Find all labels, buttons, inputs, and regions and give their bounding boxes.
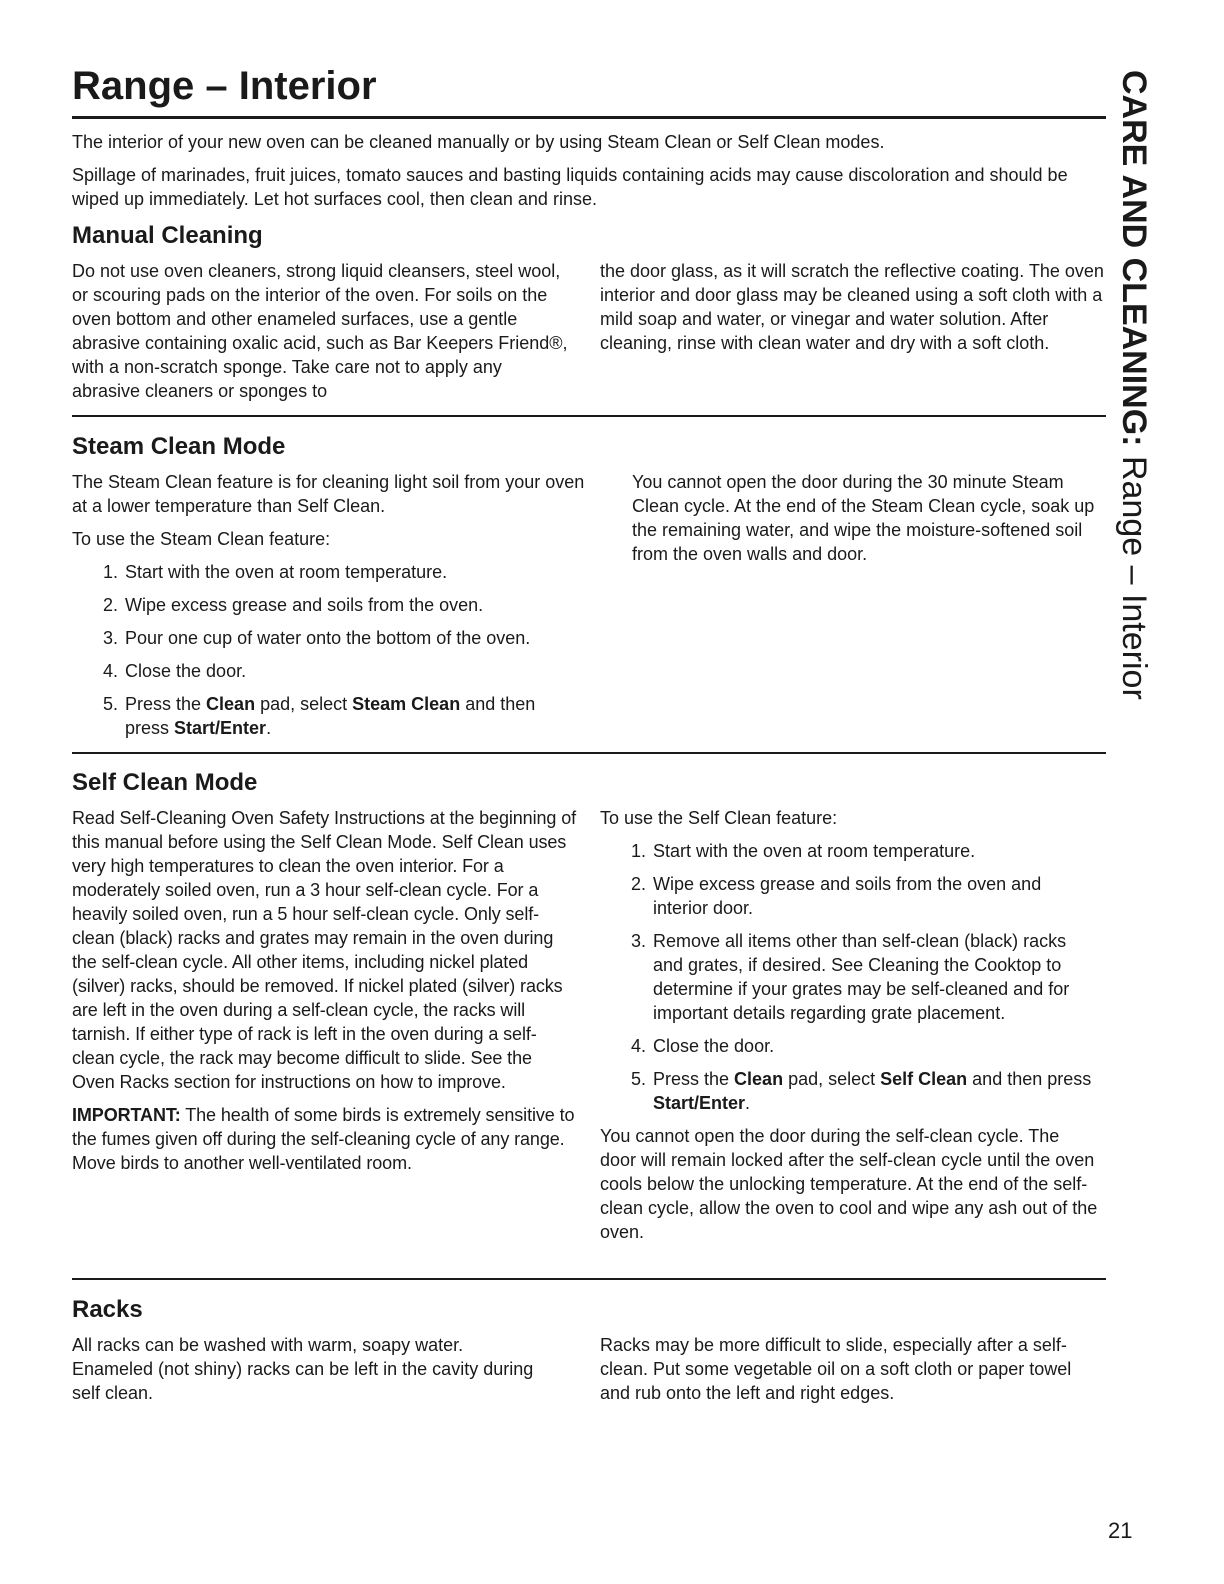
step-bold-text: Clean (734, 1069, 784, 1089)
list-item (72, 560, 592, 584)
step-number: 2. (631, 874, 647, 894)
racks-left-text: All racks can be washed with warm, soapy water. Enameled (not shiny) racks can be left in the cavity during self clean. (72, 1335, 534, 1403)
important-text: The health of some birds is extremely sensitive to the fumes given off during the self-cleaning cycle of any range. Move birds to another well-ventilated room. (72, 1105, 575, 1173)
self-clean-heading: Self Clean Mode (72, 769, 258, 796)
self-clean-left (72, 806, 578, 1184)
page-title: Range – Interior (72, 64, 377, 108)
list-item (72, 659, 592, 683)
side-tab-bold: CARE AND CLEANING: (1115, 70, 1153, 447)
step-number: 4. (631, 1036, 647, 1056)
steam-clean-left (72, 470, 592, 749)
step-number: 3. (103, 628, 119, 648)
step-number: 5. (631, 1069, 647, 1089)
racks-heading: Racks (72, 1296, 143, 1323)
list-item (600, 1034, 1100, 1058)
self-clean-left-text: Read Self-Cleaning Oven Safety Instructions at the beginning of this manual before using the Self Clean Mode. Self Clean uses very high temperatures to clean the oven interior. For a moderately soiled oven, run a 3 hour self-clean cycle. For a heavily soiled oven, run a 5 hour self-clean cycle. Only self-clean (black) racks and grates may remain in the oven during the self-clean cycle. All other items, including nickel plated (silver) racks, should be removed. If nickel plated (silver) racks are left in the oven during a self-clean cycle, the racks will tarnish. If either type of rack is left in the oven during a self-clean cycle, the rack may become difficult to slide. See the Oven Racks section for instructions on how to improve. (72, 808, 577, 1092)
list-item (600, 872, 1100, 920)
step-text: Close the door. (125, 661, 247, 681)
step-text: . (745, 1093, 751, 1113)
intro (72, 130, 1106, 220)
side-tab (1112, 70, 1156, 814)
intro-paragraph-1: The interior of your new oven can be cleaned manually or by using Steam Clean or Self Clean modes. (72, 132, 885, 152)
intro-paragraph-2: Spillage of marinades, fruit juices, tomato sauces and basting liquids containing acids may cause discoloration and should be wiped up immediately. Let hot surfaces cool, then clean and rinse. (72, 165, 1068, 209)
step-text: and then press (125, 694, 536, 738)
step-number: 1. (103, 562, 119, 582)
step-bold-text: Self Clean (880, 1069, 968, 1089)
step-number: 4. (103, 661, 119, 681)
racks-left (72, 1333, 542, 1414)
step-text: pad, select (255, 694, 353, 714)
self-clean-use-label: To use the Self Clean feature: (600, 808, 838, 828)
manual-cleaning-left-text: Do not use oven cleaners, strong liquid cleansers, steel wool, or scouring pads on the interior of the oven. For soils on the oven bottom and other enameled surfaces, use a gentle abrasive containing oxalic acid, such as Bar Keepers Friend®, with a non-scratch sponge. Take care not to apply any abrasive cleaners or sponges to (72, 261, 568, 401)
step-bold-text: Start/Enter (653, 1093, 746, 1113)
step-bold-text: Start/Enter (174, 718, 267, 738)
step-text: Start with the oven at room temperature. (125, 562, 448, 582)
section-divider (72, 415, 1106, 417)
self-clean-closing-text: You cannot open the door during the self-clean cycle. The door will remain locked after the self-clean cycle until the oven cools below the unlocking temperature. At the end of the self-clean cycle, allow the oven to cool and wipe any ash out of the oven. (600, 1126, 1098, 1242)
step-text: Wipe excess grease and soils from the oven. (125, 595, 484, 615)
manual-cleaning-left (72, 259, 568, 412)
step-text: and then press (967, 1069, 1092, 1089)
list-item (72, 593, 592, 617)
manual-cleaning-right-text: the door glass, as it will scratch the reflective coating. The oven interior and door glass may be cleaned using a soft cloth with a mild soap and water, or vinegar and water solution. After cleaning, rinse with clean water and dry with a soft cloth. (600, 261, 1104, 353)
section-divider (72, 752, 1106, 754)
step-text: pad, select (783, 1069, 881, 1089)
step-number: 3. (631, 931, 647, 951)
step-bold-text: Clean (206, 694, 256, 714)
step-number: 1. (631, 841, 647, 861)
side-tab-normal: Range – Interior (1115, 446, 1153, 700)
steam-clean-steps (72, 560, 592, 740)
steam-clean-use-label: To use the Steam Clean feature: (72, 529, 331, 549)
title-divider (72, 116, 1106, 119)
step-bold-text: Steam Clean (352, 694, 461, 714)
side-tab-text (1114, 70, 1154, 700)
steam-clean-right (632, 470, 1106, 575)
list-item (72, 626, 592, 650)
list-item (600, 929, 1100, 1025)
important-label: IMPORTANT: (72, 1105, 181, 1125)
step-text: Close the door. (653, 1036, 775, 1056)
step-text: Pour one cup of water onto the bottom of the oven. (125, 628, 531, 648)
step-number: 2. (103, 595, 119, 615)
self-clean-steps (600, 839, 1100, 1115)
section-divider (72, 1278, 1106, 1280)
steam-clean-heading: Steam Clean Mode (72, 433, 286, 460)
self-clean-important (72, 1103, 578, 1175)
step-text: Wipe excess grease and soils from the oven and interior door. (653, 874, 1042, 918)
steam-clean-right-text: You cannot open the door during the 30 minute Steam Clean cycle. At the end of the Steam Clean cycle, soak up the remaining water, and wipe the moisture-softened soil from the oven walls and door. (632, 472, 1095, 564)
step-number: 5. (103, 694, 119, 714)
page-number: 21 (1108, 1518, 1133, 1543)
step-text: Start with the oven at room temperature. (653, 841, 976, 861)
racks-right (600, 1333, 1090, 1414)
list-item (72, 692, 555, 740)
step-text: Press the (125, 694, 207, 714)
step-text: Press the (653, 1069, 735, 1089)
self-clean-right (600, 806, 1100, 1253)
list-item (600, 1067, 1100, 1115)
step-text: . (266, 718, 272, 738)
list-item (600, 839, 1100, 863)
step-text: Remove all items other than self-clean (black) racks and grates, if desired. See Cleaning the Cooktop to determine if your grates may be self-cleaned and for important details regarding grate placement. (653, 931, 1070, 1023)
manual-cleaning-right (600, 259, 1104, 364)
manual-cleaning-heading: Manual Cleaning (72, 222, 263, 249)
steam-clean-intro: The Steam Clean feature is for cleaning light soil from your oven at a lower temperature than Self Clean. (72, 472, 585, 516)
racks-right-text: Racks may be more difficult to slide, especially after a self-clean. Put some vegetable oil on a soft cloth or paper towel and rub onto the left and right edges. (600, 1335, 1072, 1403)
